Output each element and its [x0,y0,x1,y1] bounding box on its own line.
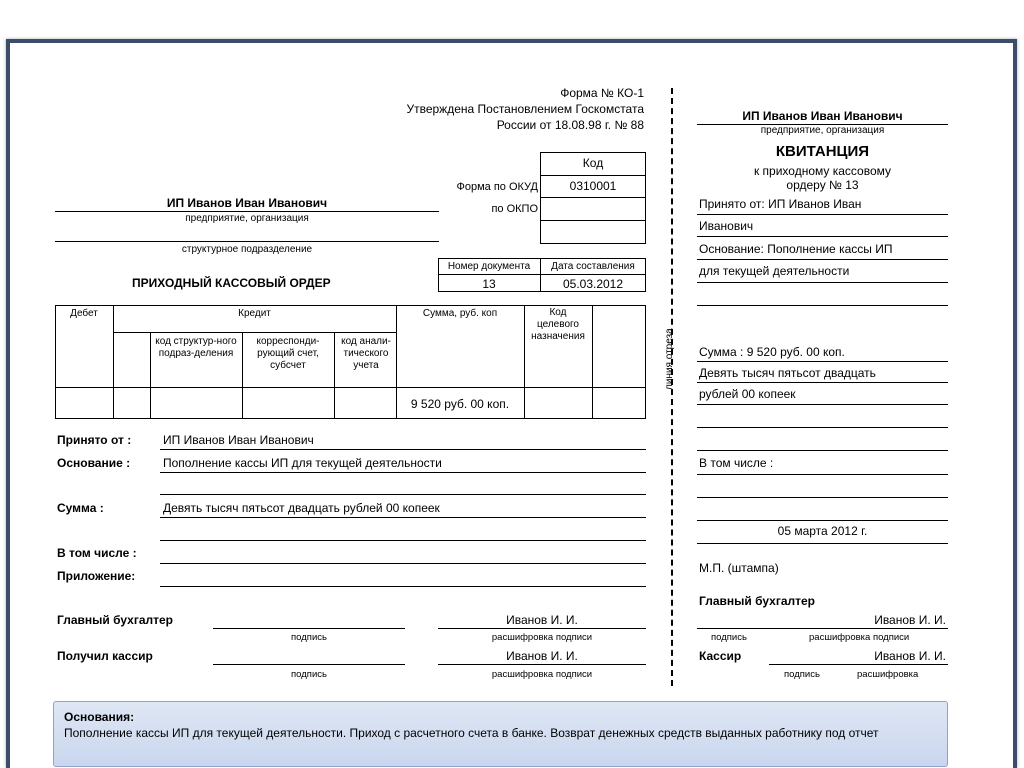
okpo-label: по ОКПО [491,203,538,215]
doc-number: 13 [482,277,496,291]
basis-value: Пополнение кассы ИП для текущей деятельности [163,456,442,470]
chief-accountant-name: Иванов И. И. [506,613,578,627]
division-code-header: код структур-ного подраз-деления [155,336,237,359]
division-caption: структурное подразделение [181,244,313,255]
receipt-subtitle-1: к приходному кассовому [753,164,892,178]
credit-header: Кредит [238,308,271,319]
chief-decoding-caption: расшифровка подписи [491,632,593,643]
cashier-label: Получил кассир [57,649,153,663]
receipt-sum-2: Девять тысяч пятьсот двадцать [699,366,876,380]
receipt-chief-decoding-caption: расшифровка подписи [809,632,910,643]
receipt-subtitle-2: ордеру № 13 [786,178,859,192]
receipt-including: В том числе : [699,456,774,470]
basis-note [53,701,948,767]
sum-header: Сумма, руб. коп [422,308,498,319]
receipt-chief-label: Главный бухгалтер [699,594,816,608]
okud-value: 0310001 [569,179,617,193]
sum-value: 9 520 руб. 00 коп. [410,397,510,411]
form-number: Форма № КО-1 [560,86,644,100]
receipt-basis-2: для текущей деятельности [699,264,850,278]
doc-date-label: Дата составления [551,261,635,272]
okud-label: Форма по ОКУД [456,181,538,193]
receipt-cashier-signature-caption: подпись [784,669,820,680]
receipt-accepted-1: Принято от: ИП Иванов Иван [699,197,862,211]
doc-date: 05.03.2012 [562,277,624,291]
receipt-accepted-2: Иванович [699,219,754,233]
analytic-code-header: код анали-тического учета [341,336,391,371]
cut-line-label: линия отреза [664,328,675,390]
approval-line-1: Утверждена Постановлением Госкомстата [406,102,644,116]
receipt-stamp: М.П. (штампа) [699,561,779,575]
receipt-cashier-decoding-caption: расшифровка [857,669,919,680]
organization-caption: предприятие, организация [185,213,309,224]
attachment-label: Приложение: [57,569,136,583]
chief-accountant-label: Главный бухгалтер [57,613,174,627]
amount-label: Сумма : [57,501,104,515]
including-label: В том числе : [57,546,137,560]
purpose-header: Код целевого назначения [531,307,585,342]
receipt-chief-name: Иванов И. И. [874,613,946,627]
amount-value: Девять тысяч пятьсот двадцать рублей 00 копеек [163,501,440,515]
code-header: Код [582,156,604,170]
receipt-org-name: ИП Иванов Иван Иванович [742,109,903,123]
debit-header: Дебет [70,308,98,319]
approval-line-2: России от 18.08.98 г. № 88 [496,118,644,132]
cashier-decoding-caption: расшифровка подписи [491,669,593,680]
receipt-basis-1: Основание: Пополнение кассы ИП [699,242,893,256]
receipt-title: КВИТАНЦИЯ [775,143,870,160]
receipt-sum-3: рублей 00 копеек [699,387,796,401]
receipt-org-caption: предприятие, организация [760,125,885,136]
doc-number-label: Номер документа [447,261,531,272]
cashier-name: Иванов И. И. [506,649,578,663]
receipt-cashier-label: Кассир [699,649,742,663]
corr-account-header: корреспонди-рующий счет, субсчет [256,336,320,371]
receipt-cashier-name: Иванов И. И. [874,649,946,663]
order-title: ПРИХОДНЫЙ КАССОВЫЙ ОРДЕР [132,276,331,290]
receipt-chief-signature-caption: подпись [711,632,747,643]
receipt-date: 05 марта 2012 г. [777,524,868,538]
note-text: Пополнение кассы ИП для текущей деятельности. Приход с расчетного счета в банке. Возврат денежных средств выданных работнику под отчет [64,726,879,740]
chief-signature-caption: подпись [291,632,327,643]
cashier-signature-caption: подпись [291,669,327,680]
accepted-from-value: ИП Иванов Иван Иванович [163,433,314,447]
receipt-sum-1: Сумма : 9 520 руб. 00 коп. [699,345,845,359]
note-title: Основания: [64,710,135,724]
basis-label: Основание : [57,456,131,470]
organization-name: ИП Иванов Иван Иванович [166,196,328,210]
accepted-from-label: Принято от : [57,433,132,447]
